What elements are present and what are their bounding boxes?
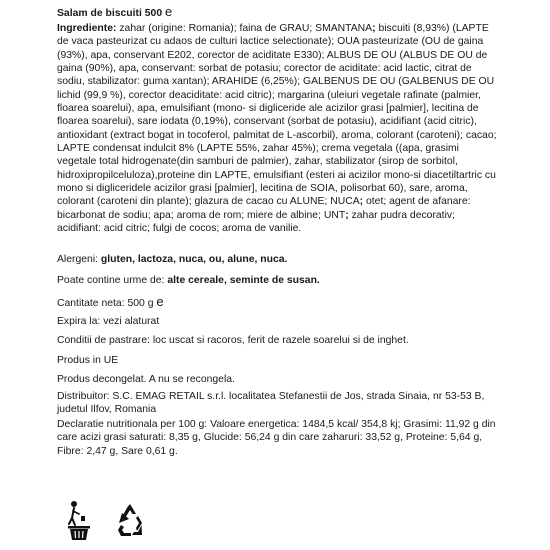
allergens-label: Alergeni: bbox=[57, 254, 101, 265]
allergens-line bbox=[57, 254, 287, 265]
recycle-icon bbox=[118, 504, 142, 536]
origin-line: Produs in UE bbox=[57, 355, 119, 366]
expiry-line: Expira la: vezi alaturat bbox=[57, 316, 160, 327]
tidy-man-icon bbox=[68, 501, 90, 540]
product-name: Salam de biscuiti 500 bbox=[57, 8, 163, 19]
ingredients-text bbox=[57, 23, 497, 234]
net-quantity-line bbox=[57, 294, 164, 309]
ingredients-segment: ; bbox=[372, 23, 376, 34]
ingredients-label: Ingrediente: bbox=[57, 23, 117, 34]
traces-line bbox=[57, 275, 320, 286]
allergens-value: gluten, lactoza, nuca, ou, alune, nuca. bbox=[100, 254, 288, 265]
traces-label: Poate contine urme de: bbox=[57, 275, 168, 286]
ingredients-segment: ; bbox=[359, 196, 364, 208]
traces-value: alte cereale, seminte de susan. bbox=[167, 275, 320, 286]
nutrition-paragraph: Declaratie nutritionala per 100 g: Valoare energetica: 1484,5 kcal/ 354,8 kj; Grasimi: 11,92 g din care acizi grasi saturati: 8,35 g, Glucide: 56,24 g din care zaharuri: 33,52 g, Proteine: 5,64 g, Fibre: 2,47 g, Sare 0,61 g. bbox=[57, 419, 496, 457]
ingredients-paragraph bbox=[57, 22, 497, 236]
ingredients-segment: biscuiti (8,93%) (LAPTE de vaca pasteurizat cu adaos de culturi lactice selectionate); OUA pasteurizate (OU de gaina (93%), apa, conservant E202, corector de aciditate E330); ALBUS DE OU (ALBUS DE OU de gaina (90%), apa, conservant: sorbat de potasiu; corector de aciditate: acid lactic, citrat de sodiu, stabilizator: guma xantan); ARAHIDE (6,25%); GALBENUS DE OU (GALBENUS DE OU lichid (99,9 %), corector deaciditate: acid citric); margarina (uleiuri vegetale rafinate (palmier, floarea soarelui), apa, emulsifiant (mono- si digliceride ale acizilor grasi [palmier], lecitina de floarea soarelui), sare iodata (0,19%), conservant (sorbat de potasiu), acidifiant (acid citric), antioxidant (extract bogat in tocoferol, palmitat de L-ascorbil), aroma, colorant (caroteni); cacao; LAPTE condensat indulcit 8% (LAPTE 55%, zahar 45%); crema vegetala ((apa, grasimi vegetale total hidrogenate(din samburi de palmier), zahar, stabilizator (sirop de sorbitol, hidroxipropilceluloza),proteine din LAPTE, emulsifiant (esteri ai acizilor mono-si diacetiltartric cu mono si digliceridele acizilor grasi [palmier], lecitina de SOIA, polisorbat 60), sare, aroma, colorant (caroteni din plante); glazura de cacao cu ALUNE; NUCA bbox=[57, 23, 497, 208]
ingredients-segment: zahar pudra decorativ; acidifiant: acid citric; fulgi de cocos; aroma de vanilie. bbox=[57, 209, 455, 235]
ingredients-segment: ; bbox=[345, 209, 349, 221]
storage-line: Conditii de pastrare: loc uscat si racoros, ferit de razele soarelui si de inghet. bbox=[57, 335, 409, 346]
disposal-icons bbox=[66, 500, 156, 540]
ingredients-segment: zahar (origine: Romania); faina de GRAU; SMANTANA bbox=[116, 23, 373, 34]
net-quantity-label: Cantitate neta: 500 g bbox=[57, 298, 154, 309]
estimated-sign-icon: e bbox=[156, 294, 164, 309]
product-title bbox=[57, 4, 172, 19]
distributor-paragraph: Distribuitor: S.C. EMAG RETAIL s.r.l. localitatea Stefanestii de Jos, strada Sinaia, nr 53-53 B, judetul Ilfov, Romania bbox=[57, 391, 485, 416]
ingredients-segment: otet; agent de afanare: bicarbonat de sodiu; apa; aroma de rom; miere de albine; UNT bbox=[57, 196, 471, 221]
thawed-line: Produs decongelat. A nu se recongela. bbox=[57, 374, 235, 385]
estimated-sign-icon: e bbox=[165, 4, 173, 19]
